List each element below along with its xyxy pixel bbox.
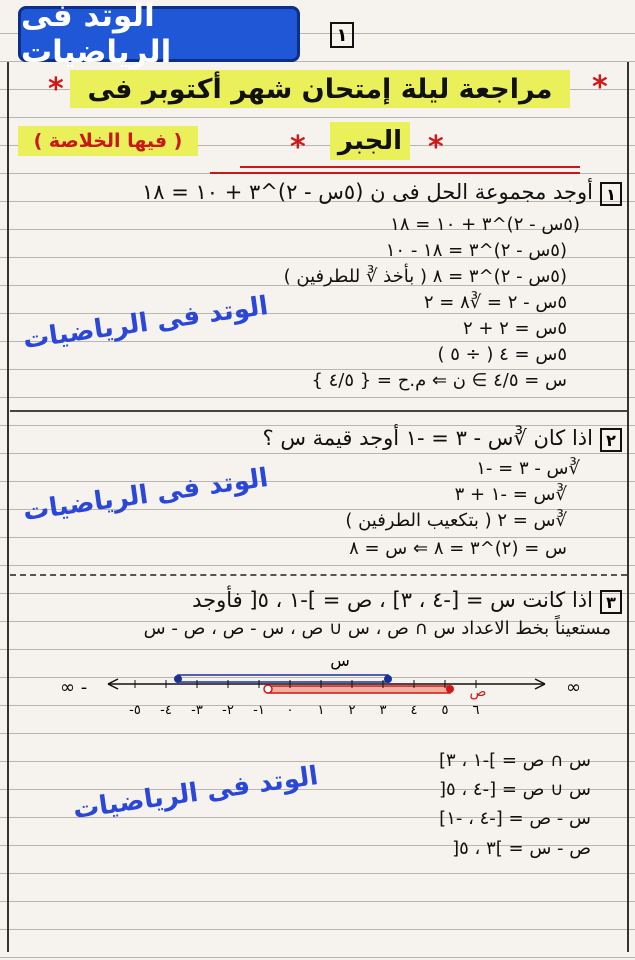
tick-label: ٠: [286, 703, 294, 718]
star-right: *: [592, 70, 608, 105]
q2-step-4: س = (٢)^٣ = ٨ ⇐ س = ٨: [349, 538, 567, 559]
separator-1: [10, 410, 627, 412]
q3-answer-4: ص - س = ]٣ ، ٥[: [452, 838, 591, 859]
q3-prompt-2: مستعيناً بخط الاعداد س ∩ ص ، س ∪ ص ، س - ص ، ص - س: [143, 618, 611, 639]
number-line-label-s: س: [330, 651, 350, 670]
q3-answer-1: س ∩ ص = ]-١ ، ٣]: [438, 750, 591, 771]
tick-label: -٢: [222, 703, 234, 718]
interval-s: [178, 675, 388, 682]
tick-label: -١: [253, 703, 265, 718]
q1-step-4: ٥س - ٢ = ∛٨ = ٢: [423, 292, 567, 313]
q1-number: ١: [600, 182, 622, 206]
number-line: [0, 648, 635, 724]
tick-label: ٥: [441, 703, 449, 718]
watermark-2: الوتد فى الرياضيات: [21, 462, 271, 528]
tick-label: ٦: [472, 703, 480, 718]
point-p-start: [264, 685, 272, 693]
brand-title: الوتد فى الرياضيات: [18, 6, 300, 62]
tick-label: ١: [317, 703, 325, 718]
q3-number: ٣: [600, 590, 622, 614]
q2-step-1: ∛س - ٣ = -١: [476, 458, 580, 479]
point-s-end: [384, 675, 392, 683]
red-underline-2: [210, 172, 580, 174]
q3-answer-2: س ∪ ص = [-٤ ، ٥[: [438, 779, 591, 800]
point-s-start: [174, 675, 182, 683]
tick-label: ٣: [379, 703, 387, 718]
number-line-neg-inf: ∞ -: [60, 677, 88, 698]
tick-label: -٥: [129, 703, 141, 718]
tick-label: ٢: [348, 703, 356, 718]
q1-step-1: (٥س - ٢)^٣ + ١٠ = ١٨: [390, 214, 580, 235]
interval-p: [268, 686, 450, 693]
star-left: *: [48, 72, 64, 107]
subject-title: الجبر: [330, 122, 410, 160]
q1-step-2: (٥س - ٢)^٣ = ١٨ - ١٠: [385, 240, 567, 261]
q1-prompt: أوجد مجموعة الحل فى ن (٥س - ٢)^٣ + ١٠ = ١٨: [141, 180, 593, 204]
q1-step-3: (٥س - ٢)^٣ = ٨ ( بأخذ ∛ للطرفين ): [283, 266, 567, 287]
star-subject-left: *: [290, 130, 306, 165]
headline: مراجعة ليلة إمتحان شهر أكتوبر فى: [70, 70, 570, 108]
number-line-pos-inf: ∞: [566, 677, 581, 698]
q3-answer-3: س - ص = [-٤ ، -١]: [439, 808, 591, 829]
watermark-3: الوتد فى الرياضيات: [71, 760, 321, 826]
number-line-label-p: ص: [469, 684, 487, 700]
q1-step-6: ٥س = ٤ ( ÷ ٥ ): [437, 344, 567, 365]
star-subject-right: *: [428, 130, 444, 165]
point-p-end: [446, 685, 454, 693]
summary-label: ( فيها الخلاصة ): [18, 126, 198, 156]
q2-step-3: ∛س = ٢ ( بتكعيب الطرفين ): [345, 510, 567, 531]
q3-prompt: اذا كانت س = [-٤ ، ٣] ، ص = ]-١ ، ٥[ فأوجد: [192, 588, 593, 612]
frame-border-right: [627, 62, 629, 952]
tick-label: -٣: [191, 703, 203, 718]
q2-step-2: ∛س = -١ + ٣: [454, 484, 567, 505]
q1-step-7: س = ٤/٥ ∋ ن ⇐ م.ح = { ٤/٥ }: [311, 370, 567, 391]
separator-2: [10, 574, 627, 576]
tick-label: ٤: [410, 703, 418, 718]
q2-prompt: اذا كان ∛س - ٣ = -١ أوجد قيمة س ؟: [262, 426, 593, 450]
q2-number: ٢: [600, 428, 622, 452]
tick-label: -٤: [160, 703, 172, 718]
frame-border-left: [7, 62, 9, 952]
red-underline-1: [240, 166, 580, 168]
watermark-1: الوتد فى الرياضيات: [21, 290, 271, 356]
q1-step-5: ٥س = ٢ + ٢: [462, 318, 567, 339]
page-number: ١: [330, 22, 354, 48]
